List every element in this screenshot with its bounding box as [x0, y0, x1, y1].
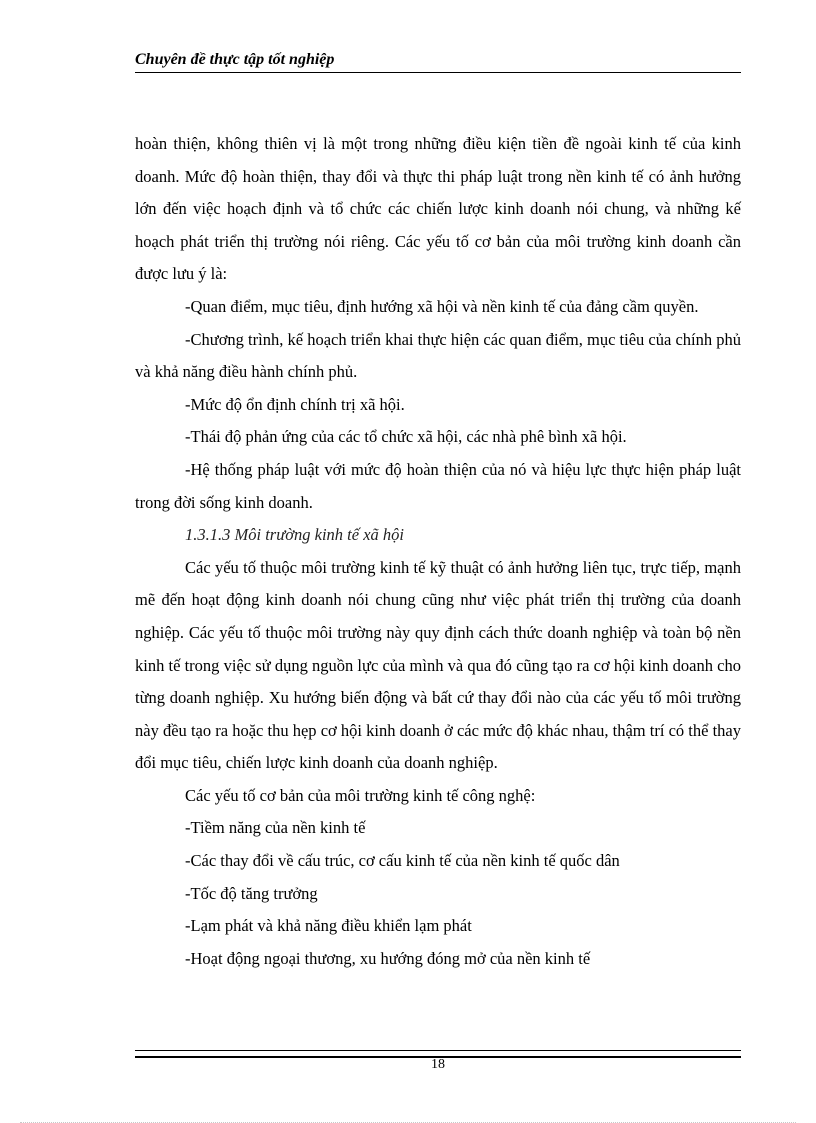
paragraph: hoàn thiện, không thiên vị là một trong những điều kiện tiền đề ngoài kinh tế của kinh doanh. Mức độ hoàn thiện, thay đổi và thực thi pháp luật trong nền kinh tế có ảnh hưởng lớn đến việc hoạch định và tổ chức các chiến lược kinh doanh nói chung, và những kế hoạch phát triển thị trường nói riêng. Các yếu tố cơ bản của môi trường kinh doanh cần được lưu ý là: [135, 134, 741, 284]
list-item: -Quan điểm, mục tiêu, định hướng xã hội và nền kinh tế của đảng cầm quyền. [185, 296, 699, 316]
list-item: -Lạm phát và khả năng điều khiển lạm phát [185, 916, 472, 936]
list-item: -Chương trình, kế hoạch triển khai thực hiện các quan điểm, mục tiêu của chính phủ và khả năng điều hành chính phủ. [135, 329, 741, 382]
list-item: -Tốc độ tăng trưởng [185, 883, 318, 903]
paragraph: Các yếu tố cơ bản của môi trường kinh tế công nghệ: [185, 785, 536, 805]
list-item: -Các thay đổi về cấu trúc, cơ cấu kinh tế của nền kinh tế quốc dân [185, 851, 620, 871]
page-number: 18 [431, 1057, 445, 1072]
section-heading: 1.3.1.3 Môi trường kinh tế xã hội [185, 525, 404, 545]
list-item: -Mức độ ổn định chính trị xã hội. [185, 394, 405, 414]
paragraph: Các yếu tố thuộc môi trường kinh tế kỹ thuật có ảnh hưởng liên tục, trực tiếp, mạnh mẽ đến hoạt động kinh doanh nói chung cũng như việc phát triển thị trường của doanh nghiệp. Các yếu tố thuộc môi trường này quy định cách thức doanh nghiệp và toàn bộ nền kinh tế trong việc sử dụng nguồn lực của mình và qua đó cũng tạo ra cơ hội kinh doanh cho từng doanh nghiệp. Xu hướng biến động và bất cứ thay đổi nào của các yếu tố môi trường này đều tạo ra hoặc thu hẹp cơ hội kinh doanh ở các mức độ khác nhau, thậm trí có thể thay đổi mục tiêu, chiến lược kinh doanh của doanh nghiệp. [135, 557, 741, 773]
document-body [135, 128, 741, 975]
list-item: -Hoạt động ngoại thương, xu hướng đóng mở của nền kinh tế [185, 948, 591, 968]
header-title: Chuyên đề thực tập tốt nghiệp [135, 51, 335, 68]
list-item: -Tiềm năng của nền kinh tế [185, 818, 366, 838]
list-item: -Hệ thống pháp luật với mức độ hoàn thiện của nó và hiệu lực thực hiện pháp luật trong đời sống kinh doanh. [135, 459, 741, 512]
page-header [135, 50, 741, 73]
list-item: -Thái độ phản ứng của các tổ chức xã hội, các nhà phê bình xã hội. [185, 427, 627, 447]
